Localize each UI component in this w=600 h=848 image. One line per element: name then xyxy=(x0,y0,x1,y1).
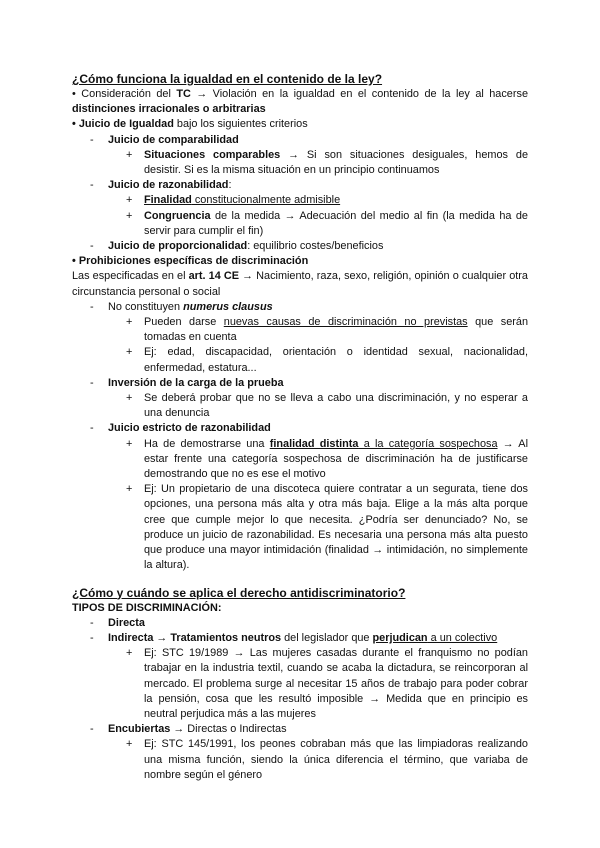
sublist-item: + Situaciones comparables → Si son situaciones desiguales, hemos de desistir. Si es la misma situación en un principio continuamos xyxy=(126,148,528,177)
sublist-item: + Pueden darse nuevas causas de discriminación no previstas que serán tomadas en cuenta xyxy=(126,316,529,344)
list-item-indirecta: - Indirecta → Tratamientos neutros del legislador que perjudican a un colectivo xyxy=(90,631,498,644)
sublist-item: + Ej: Un propietario de una discoteca quiere contratar a un segurata, tiene dos opciones, una persona más alta y otra más baja. Elige a la más alta porque cree que cumple mejor lo que necesita. ¿Podría ser denunciado? No, se produce un juicio de razonabilidad. Es necesaria una persona más alta puesto que produce una mayor intimidación (finalidad → intimidación, no simplemente la altura). xyxy=(126,483,528,572)
list-item-comparabilidad: - Juicio de comparabilidad xyxy=(90,133,239,146)
heading-prohibiciones: • Prohibiciones específicas de discriminación xyxy=(72,255,309,268)
list-item-encubiertas: - Encubiertas → Directas o Indirectas xyxy=(90,723,287,736)
list-item-proporcionalidad: - Juicio de proporcionalidad: equilibrio costes/beneficios xyxy=(90,240,384,253)
sublist-item: + Finalidad constitucionalmente admisible xyxy=(126,194,341,207)
list-item-directa: - Directa xyxy=(90,616,145,629)
list-item-numerus-clausus: - No constituyen numerus clausus xyxy=(90,300,273,313)
sublist-item: + Se deberá probar que no se lleva a cabo una discriminación, y no esperar a una denuncia xyxy=(126,392,528,420)
paragraph-art14: Las especificadas en el art. 14 CE → Nacimiento, raza, sexo, religión, opinión o cualquier otra circunstancia personal o social xyxy=(72,270,528,298)
sublist-item: + Ej: edad, discapacidad, orientación o identidad sexual, nacionalidad, enfermedad, estatura... xyxy=(126,346,528,374)
paragraph-juicio-igualdad: • Juicio de Igualdad bajo los siguientes criterios xyxy=(72,118,308,131)
heading-tipos: TIPOS DE DISCRIMINACIÓN: xyxy=(72,601,222,614)
list-item-estricto: - Juicio estricto de razonabilidad xyxy=(90,422,271,435)
document-page xyxy=(72,71,528,783)
sublist-item: + Congruencia de la medida → Adecuación del medio al fin (la medida ha de servir para cumplir el fin) xyxy=(126,209,528,237)
sublist-item: + Ej: STC 145/1991, los peones cobraban más que las limpiadoras realizando una misma función, siendo la única diferencia el término, que variaba de nombre según el género xyxy=(126,738,528,781)
list-item-inversion: - Inversión de la carga de la prueba xyxy=(90,376,284,389)
list-item-razonabilidad: - Juicio de razonabilidad: xyxy=(90,179,232,192)
sublist-item: + Ha de demostrarse una finalidad distinta a la categoría sospechosa → Al estar frente una categoría sospechosa de discriminación ha de justificarse demostrando que no es ese el motivo xyxy=(126,437,528,481)
section-title-igualdad: ¿Cómo funciona la igualdad en el contenido de la ley? xyxy=(72,72,383,86)
section-title-antidiscriminatorio: ¿Cómo y cuándo se aplica el derecho antidiscriminatorio? xyxy=(72,585,406,600)
paragraph-tc: • Consideración del TC → Violación en la igualdad en el contenido de la ley al hacerse distinciones irracionales o arbitrarias xyxy=(72,88,528,116)
sublist-item: + Ej: STC 19/1989 → Las mujeres casadas durante el franquismo no podían trabajar en la industria textil, cuando se acaba la dictadura, se reincorporan al mercado. El problema surge al necesitar 15 años de trabajo para poder cobrar la pensión, cosa que les resultó imposible → Medida que en principio es neutral perjudica más a las mujeres xyxy=(126,647,528,720)
